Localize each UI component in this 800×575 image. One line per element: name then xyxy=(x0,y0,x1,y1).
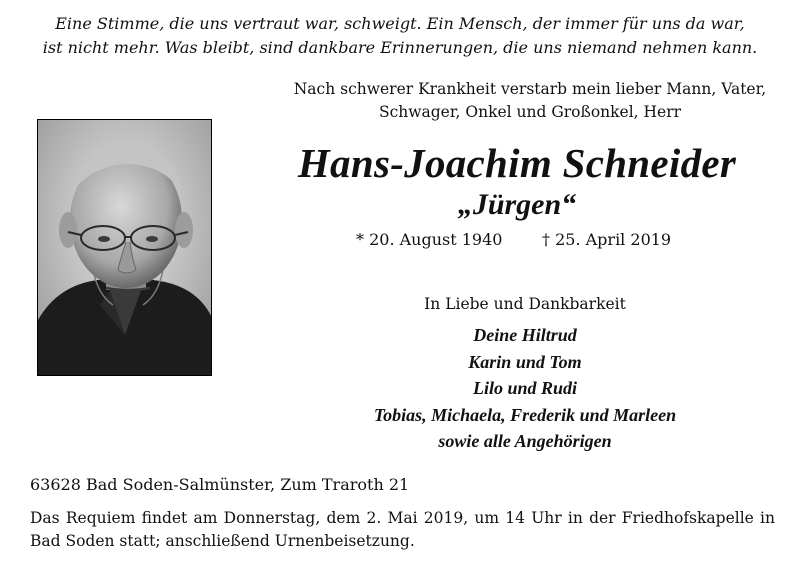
mourners-list xyxy=(260,322,790,455)
family-address: 63628 Bad Soden-Salmünster, Zum Traroth 21 xyxy=(30,475,410,494)
mourner-line: sowie alle Angehörigen xyxy=(438,431,612,451)
deceased-name: Hans-Joachim Schneider xyxy=(297,140,737,186)
love-and-gratitude-line: In Liebe und Dankbarkeit xyxy=(424,295,626,313)
mourner-line: Deine Hiltrud xyxy=(473,325,577,345)
quote-line-2: ist nicht mehr. Was bleibt, sind dankbare Erinnerungen, die uns niemand nehmen kann. xyxy=(42,38,758,57)
birth-date: * 20. August 1940 xyxy=(356,230,503,249)
intro-line-2: Schwager, Onkel und Großonkel, Herr xyxy=(378,103,682,121)
quote-line-1: Eine Stimme, die uns vertraut war, schweigt. Ein Mensch, der immer für uns da war, xyxy=(55,14,745,33)
death-announcement-intro xyxy=(260,78,800,124)
portrait-photo xyxy=(37,119,212,376)
mourner-line: Lilo und Rudi xyxy=(472,378,578,398)
portrait-image xyxy=(38,120,212,376)
opening-quote xyxy=(20,12,780,60)
intro-line-1: Nach schwerer Krankheit verstarb mein lieber Mann, Vater, xyxy=(293,80,767,98)
funeral-notice: Das Requiem findet am Donnerstag, dem 2. Mai 2019, um 14 Uhr in der Friedhofskapelle in Bad Soden statt; anschließend Urnenbeisetzung. xyxy=(30,509,775,550)
deceased-nickname: „Jürgen“ xyxy=(457,188,577,221)
mourner-line: Karin und Tom xyxy=(468,351,582,372)
mourner-line: Tobias, Michaela, Frederik und Marleen xyxy=(373,404,677,425)
death-date: † 25. April 2019 xyxy=(542,230,672,249)
